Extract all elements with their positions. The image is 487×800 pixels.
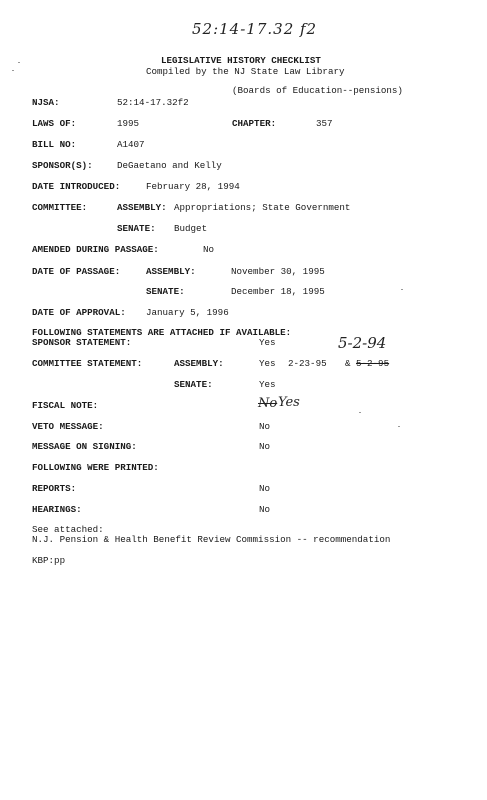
fiscal-note-crossed-value: No: [258, 396, 278, 411]
date-of-passage-label: DATE OF PASSAGE:: [32, 266, 121, 277]
statement-assembly-ampersand: &: [345, 358, 351, 369]
document-subtitle: Compiled by the NJ State Law Library: [146, 66, 345, 77]
chapter-label: CHAPTER:: [232, 118, 277, 129]
njsa-value: 52:14-17.32f2: [117, 97, 189, 108]
hearings-label: HEARINGS:: [32, 504, 82, 515]
reports-value: No: [259, 483, 271, 494]
fiscal-note-handwritten-value: Yes: [278, 395, 300, 410]
committee-assembly-label: ASSEMBLY:: [117, 202, 167, 213]
committee-senate-value: Budget: [174, 223, 208, 234]
sponsors-value: DeGaetano and Kelly: [117, 160, 222, 171]
handwritten-statute-code: 52:14-17.32 f2: [192, 20, 318, 38]
sponsors-label: SPONSOR(S):: [32, 160, 93, 171]
statement-senate-value: Yes: [259, 379, 276, 390]
date-introduced-value: February 28, 1994: [146, 181, 240, 192]
statement-assembly-label: ASSEMBLY:: [174, 358, 224, 369]
amended-label: AMENDED DURING PASSAGE:: [32, 244, 159, 255]
date-introduced-label: DATE INTRODUCED:: [32, 181, 121, 192]
printed-heading: FOLLOWING WERE PRINTED:: [32, 462, 159, 473]
statement-assembly-date-2: 5-2-95: [356, 358, 390, 369]
amended-value: No: [203, 244, 215, 255]
scan-speck: [401, 289, 403, 290]
attachment-description: N.J. Pension & Health Benefit Review Commission -- recommendation: [32, 534, 391, 545]
hearings-value: No: [259, 504, 271, 515]
message-on-signing-value: No: [259, 441, 271, 452]
committee-statement-label: COMMITTEE STATEMENT:: [32, 358, 143, 369]
passage-assembly-label: ASSEMBLY:: [146, 266, 196, 277]
handwritten-sponsor-date: 5-2-94: [338, 334, 387, 352]
document-title: LEGISLATIVE HISTORY CHECKLIST: [161, 55, 321, 66]
see-attached-label: See attached:: [32, 524, 104, 535]
sponsor-statement-label: SPONSOR STATEMENT:: [32, 337, 132, 348]
sponsor-statement-value: Yes: [259, 337, 276, 348]
laws-of-value: 1995: [117, 118, 140, 129]
scan-speck: [398, 426, 400, 427]
reports-label: REPORTS:: [32, 483, 77, 494]
committee-senate-label: SENATE:: [117, 223, 156, 234]
statement-assembly-date-1: 2-23-95: [288, 358, 327, 369]
passage-assembly-value: November 30, 1995: [231, 266, 325, 277]
njsa-label: NJSA:: [32, 97, 60, 108]
statements-heading: FOLLOWING STATEMENTS ARE ATTACHED IF AVAILABLE:: [32, 327, 292, 338]
passage-senate-value: December 18, 1995: [231, 286, 325, 297]
subject-topic: (Boards of Education--pensions): [232, 85, 403, 96]
scan-speck: [359, 412, 361, 413]
date-of-approval-value: January 5, 1996: [146, 307, 229, 318]
committee-label: COMMITTEE:: [32, 202, 88, 213]
passage-senate-label: SENATE:: [146, 286, 185, 297]
bill-no-label: BILL NO:: [32, 139, 77, 150]
veto-message-value: No: [259, 421, 271, 432]
committee-assembly-value: Appropriations; State Government: [174, 202, 351, 213]
typist-initials: KBP:pp: [32, 555, 66, 566]
scan-speck: [18, 62, 20, 63]
statement-senate-label: SENATE:: [174, 379, 213, 390]
veto-message-label: VETO MESSAGE:: [32, 421, 104, 432]
chapter-value: 357: [316, 118, 333, 129]
laws-of-label: LAWS OF:: [32, 118, 77, 129]
statement-assembly-value: Yes: [259, 358, 276, 369]
scan-speck: [12, 70, 14, 71]
message-on-signing-label: MESSAGE ON SIGNING:: [32, 441, 137, 452]
date-of-approval-label: DATE OF APPROVAL:: [32, 307, 126, 318]
fiscal-note-label: FISCAL NOTE:: [32, 400, 99, 411]
bill-no-value: A1407: [117, 139, 145, 150]
